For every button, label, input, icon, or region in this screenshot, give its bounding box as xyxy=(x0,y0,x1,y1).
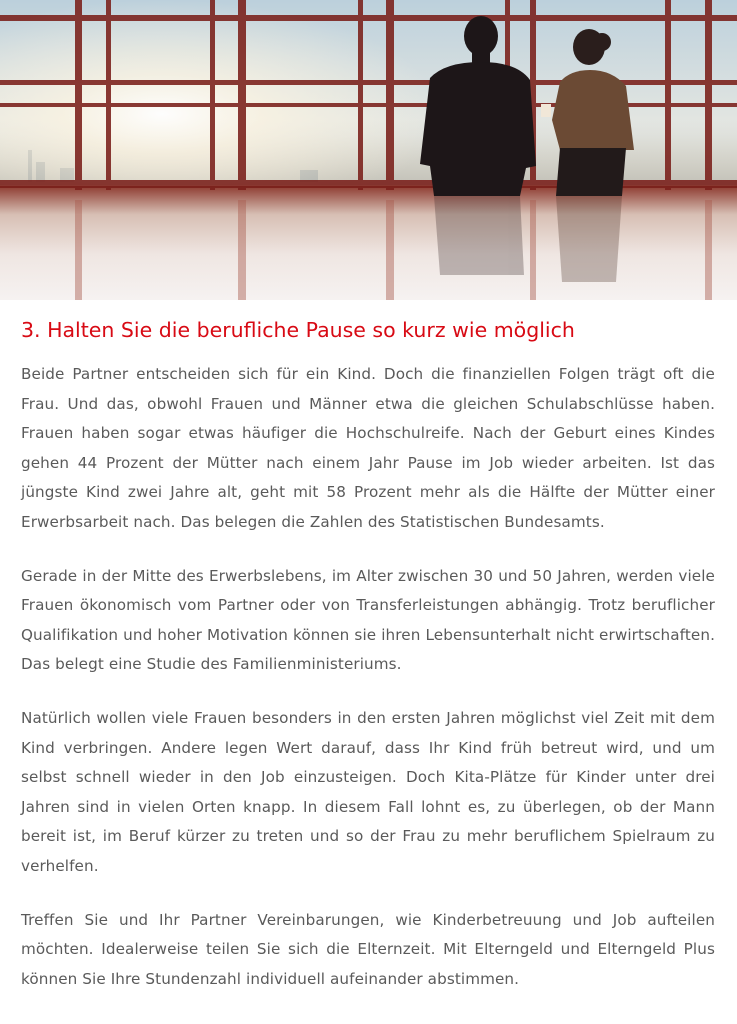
article-paragraph: Natürlich wollen viele Frauen besonders in den ersten Jahren möglichst viel Zeit mit dem Kind verbringen. Andere legen Wert darauf, dass Ihr Kind früh betreut wird, und um selbst schnell wieder in den Job einzusteigen. Doch Kita-Plätze für Kinder unter drei Jahren sind in vielen Orten knapp. In diesem Fall lohnt es, zu überlegen, ob der Mann bereit ist, im Beruf kürzer zu treten und so der Frau zu mehr beruflichem Spielraum zu verhelfen. xyxy=(21,708,715,875)
article-paragraph: Gerade in der Mitte des Erwerbslebens, im Alter zwischen 30 und 50 Jahren, werden viele Frauen ökonomisch vom Partner oder von Transferleistungen abhängig. Trotz beruflicher Qualifikation und hoher Motivation können sie ihren Lebensunterhalt nicht erwirtschaften. Das belegt eine Studie des Familienministeriums. xyxy=(21,566,715,674)
article-headline: 3. Halten Sie die berufliche Pause so kurz wie möglich xyxy=(21,318,575,342)
article xyxy=(0,300,737,994)
article-paragraph: Treffen Sie und Ihr Partner Vereinbarungen, wie Kinderbetreuung und Job aufteilen möchten. Idealerweise teilen Sie sich die Elternzeit. Mit Elterngeld und Elterngeld Plus können Sie Ihre Stundenzahl individuell aufeinander abstimmen. xyxy=(21,910,715,988)
article-paragraph: Beide Partner entscheiden sich für ein Kind. Doch die finanziellen Folgen trägt oft die Frau. Und das, obwohl Frauen und Männer etwa die gleichen Schulabschlüsse haben. Frauen haben sogar etwas häufiger die Hochschulreife. Nach der Geburt eines Kindes gehen 44 Prozent der Mütter nach einem Jahr Pause im Job wieder arbeiten. Ist das jüngste Kind zwei Jahre alt, geht mit 58 Prozent mehr als die Hälfte der Mütter einer Erwerbsarbeit nach. Das belegen die Zahlen des Statistischen Bundesamts. xyxy=(21,365,715,531)
hero-image xyxy=(0,0,737,300)
